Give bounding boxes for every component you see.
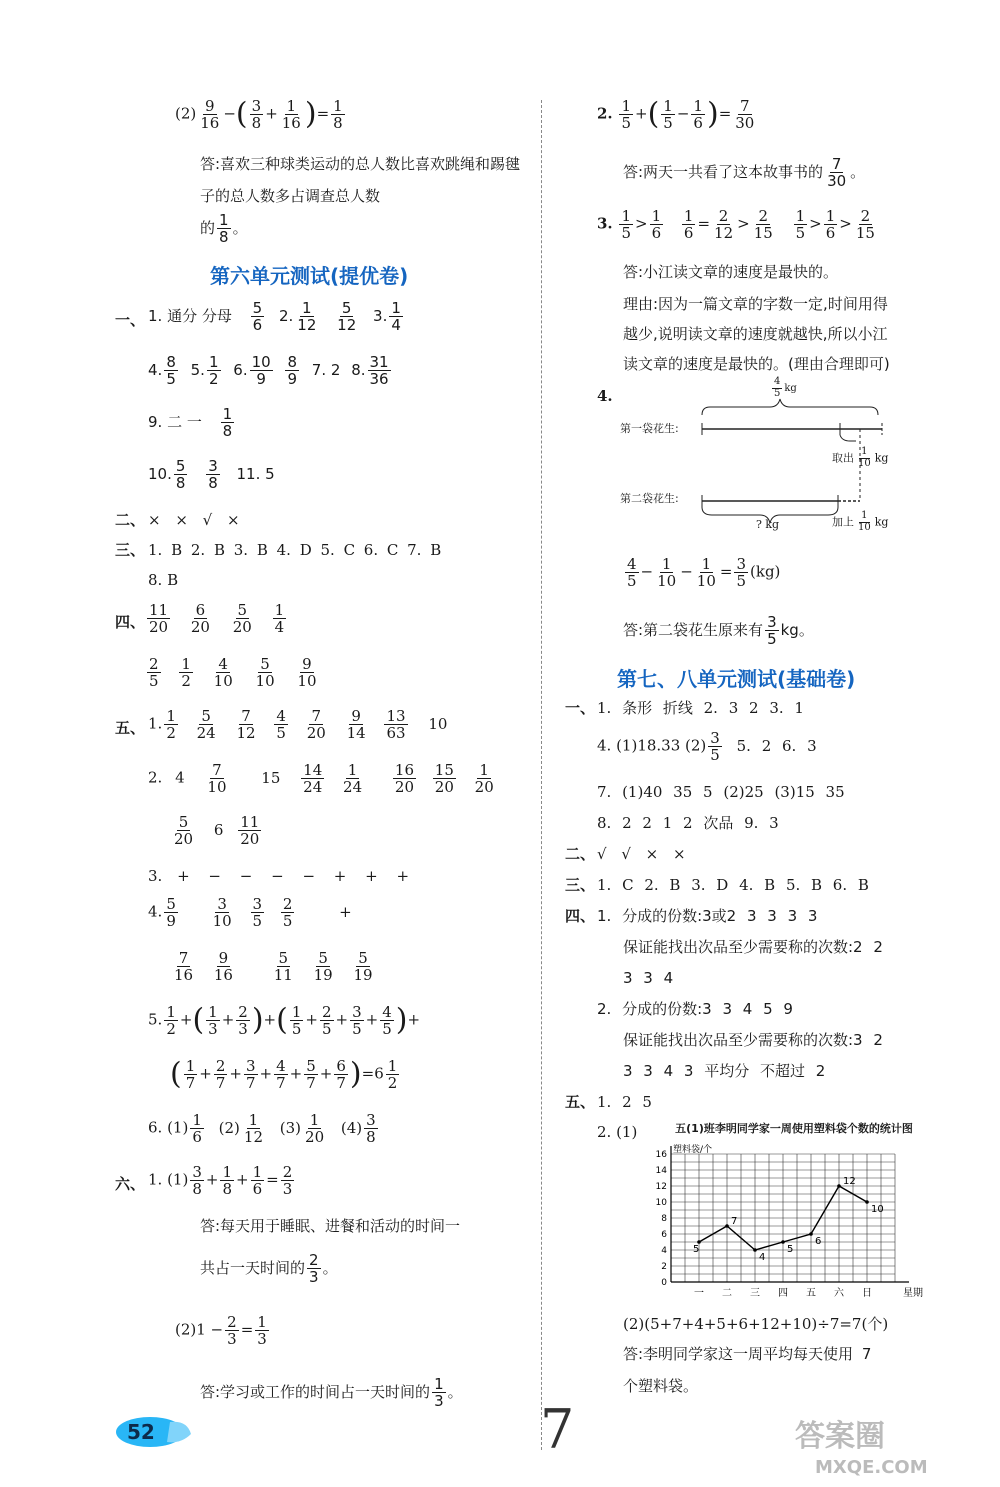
- chart-title: 五(1)班李明同学家一周使用塑料袋个数的统计图: [675, 1122, 913, 1135]
- r-q4-answer: 答:第二袋花生原来有: [623, 621, 764, 640]
- s5-q1-tail: 10: [428, 714, 448, 733]
- r-q3-reason3: 读文章的速度是最快的。(理由合理即可): [623, 355, 890, 373]
- s5-q4-row: 4. $\frac{5}{9}$ $\frac{3}{10}$ $\frac{3}{5}$ $\frac{2}{5}$ +: [148, 895, 352, 931]
- r-q2-answer: 答:两天一共看了这本故事书的: [623, 163, 824, 182]
- r-q4-answer-row: 答:第二袋花生原来有 $\frac{3}{5}$ kg。: [623, 613, 814, 649]
- diagram-add: 加上 $\frac{1}{10}$ kg: [832, 510, 889, 533]
- s1-q2: 2.: [278, 307, 294, 326]
- s5-q1: 1.: [148, 714, 163, 733]
- data-point: [781, 1240, 785, 1244]
- s6-ans1b-row: 共占一天时间的 $\frac{2}{3}$ 。: [200, 1251, 338, 1287]
- r-s5-ans1: 答:李明同学家这一周平均每天使用 7: [623, 1345, 872, 1363]
- s2-label: 二、: [115, 511, 146, 529]
- page-number: 52: [127, 1420, 155, 1444]
- unit78-title: 第七、八单元测试(基础卷): [617, 667, 856, 691]
- s5-q6: 6. (1): [148, 1118, 189, 1137]
- data-label: 7: [731, 1216, 738, 1227]
- s3-answers2: 8. B: [148, 571, 179, 589]
- r-s1-l4: 8. 2 2 1 2 次品 9. 3: [597, 814, 779, 832]
- s1-row1: 1. 通分 分母 $\frac{5}{6}$ 2. $\frac{1}{12}$ $\frac{5}{12}$ 3. $\frac{1}{4}$: [148, 299, 401, 335]
- diagram-take-out-unit: kg: [874, 451, 889, 465]
- x-tick-label: 四: [778, 1288, 788, 1299]
- diagram-top-unit: kg: [784, 382, 797, 394]
- r-s1-l2: 4. (1)18.33 (2) $\frac{3}{5}$ 5. 2 6. 3: [597, 729, 817, 765]
- diagram-take-out: 取出 $\frac{1}{10}$ kg: [832, 446, 889, 469]
- s6-q1b-row: (2)1 − $\frac{2}{3}$ = $\frac{1}{3}$: [175, 1313, 267, 1349]
- s5-q3-signs: + − − − − + + +: [177, 867, 410, 885]
- s5-q4-plus: +: [339, 902, 352, 921]
- s1-q8: 8.: [351, 361, 366, 380]
- s5-q4: 4.: [148, 902, 163, 921]
- r-s4-l2: 保证能找出次品至少需要称的次数:2 2: [623, 938, 883, 956]
- s5-q2: 2. 4: [148, 768, 185, 787]
- s6-ans1b: 共占一天时间的: [200, 1259, 306, 1278]
- data-point: [753, 1248, 757, 1252]
- unit6-title: 第六单元测试(提优卷): [210, 264, 409, 288]
- p2-label: (2): [175, 104, 197, 123]
- p2-answer-tail: 的 $\frac{1}{8}$ 。: [200, 211, 248, 247]
- watermark-top: 答案圈: [795, 1419, 885, 1454]
- r-q2-row: 2. $\frac{1}{5}$ +( $\frac{1}{5}$ − $\frac{1}{6}$ )= $\frac{7}{30}$: [597, 96, 755, 133]
- r-s3-answers: 1. C 2. B 3. D 4. B 5. B 6. B: [597, 876, 869, 894]
- x-tick-label: 日: [862, 1288, 872, 1299]
- peanut-diagram: [620, 376, 900, 545]
- s1-row4: 10. $\frac{5}{8}$ $\frac{3}{8}$ 11. 5: [148, 457, 275, 493]
- left-p2-equation: (2) $\frac{9}{16}$ −( $\frac{3}{8}$ + $\frac{1}{16}$ )= $\frac{1}{8}$: [175, 96, 343, 133]
- s1-q11: 11. 5: [236, 465, 275, 484]
- x-tick-label: 三: [750, 1288, 760, 1299]
- s6-label: 六、: [115, 1175, 146, 1193]
- s5-q5: 5.: [148, 1010, 163, 1029]
- r-q3-reason1: 理由:因为一篇文章的字数一定,时间用得: [623, 295, 888, 313]
- p2-answer-tail-text: 的: [200, 219, 216, 238]
- r-q3-reason2: 越少,说明读文章的速度就越快,所以小江: [623, 325, 888, 343]
- r-q3-row: 3. $\frac{1}{5}$ > $\frac{1}{6}$ $\frac{1}{6}$ = $\frac{2}{12}$ > $\frac{2}{15}$ $\frac{1}{5}$ > $\frac{1}{6}$ > $\frac{2}{15}$: [597, 207, 875, 243]
- r-s2-label: 二、: [565, 845, 596, 863]
- r-s5-l1: 1. 2 5: [597, 1093, 652, 1111]
- r-s1-l1: 1. 条形 折线 2. 3 2 3. 1: [597, 699, 804, 717]
- s5-q3-row: [148, 868, 409, 885]
- y-tick-label: 2: [661, 1262, 667, 1272]
- r-q2-answer-row: 答:两天一共看了这本故事书的 $\frac{7}{30}$ 。: [623, 155, 866, 191]
- diagram-take-out-text: 取出: [832, 451, 854, 465]
- data-point: [837, 1184, 841, 1188]
- r-s5-label: 五、: [565, 1093, 596, 1111]
- r-q2: 2.: [597, 104, 613, 123]
- r-q4: 4.: [597, 387, 613, 405]
- s5-q6-d: (4): [340, 1118, 363, 1137]
- s4-row1: $\frac{11}{20}$ $\frac{6}{20}$ $\frac{5}{20}$ $\frac{1}{4}$: [149, 601, 285, 637]
- y-tick-label: 16: [655, 1150, 667, 1160]
- r-s2-answers: √ √ × ×: [597, 845, 686, 863]
- y-tick-label: 12: [655, 1182, 667, 1192]
- y-tick-label: 6: [661, 1230, 667, 1240]
- s5-q2-mid: 15: [261, 768, 281, 787]
- diagram-add-unit: kg: [874, 515, 889, 529]
- fraction: $\frac{9}{16}$: [200, 97, 220, 133]
- r-s1-l3: 7. (1)40 35 5 (2)25 (3)15 35: [597, 783, 845, 801]
- x-tick-label: 六: [834, 1288, 844, 1299]
- r-s4-l4: 2. 分成的份数:3 3 4 5 9: [597, 1000, 793, 1018]
- s5-q6-row: 6. (1) $\frac{1}{6}$ (2) $\frac{1}{12}$ (3) $\frac{1}{20}$ (4) $\frac{3}{8}$: [148, 1111, 376, 1147]
- s1-row2: 4. $\frac{8}{5}$ 5. $\frac{1}{2}$ 6. $\frac{10}{9}$ $\frac{8}{9}$ 7. 2 8. $\frac{31}{36}$: [148, 353, 389, 389]
- r-s4-l1: 1. 分成的份数:3或2 3 3 3 3: [597, 907, 818, 925]
- s5-q6-b: (2): [218, 1118, 240, 1137]
- diagram-bag1: 第一袋花生:: [620, 422, 679, 435]
- r-s3-label: 三、: [565, 876, 596, 894]
- r-q3-answer: 答:小江读文章的速度是最快的。: [623, 263, 839, 281]
- s5-q1-row: 1. $\frac{1}{2}$ $\frac{5}{24}$ $\frac{7}{12}$ $\frac{4}{5}$ $\frac{7}{20}$ $\frac{9}{14}$ $\frac{13}{63}$ 10: [148, 707, 448, 743]
- p2-answer: 答:喜欢三种球类运动的总人数比喜欢跳绳和踢毽子的总人数多占调查总人数: [200, 155, 521, 205]
- chart-svg: [629, 1122, 923, 1312]
- s1-q7: 7. 2: [311, 361, 341, 380]
- s1-q1: 1. 通分 分母: [148, 307, 232, 326]
- y-axis-label: 塑料袋/个: [673, 1145, 713, 1155]
- r-q4-unit: (kg): [750, 562, 781, 581]
- s5-q2-row: 2. 4 $\frac{7}{10}$ 15 $\frac{14}{24}$ $\frac{1}{24}$ $\frac{16}{20}$ $\frac{15}{20}$ $\frac{1}{20}$: [148, 761, 494, 797]
- r-s4-label: 四、: [565, 907, 596, 925]
- s1-row3: 9. 二 一 $\frac{1}{8}$: [148, 405, 233, 441]
- r-s4-l6: 3 3 4 3 平均分 不超过 2: [623, 1062, 826, 1080]
- data-label: 6: [815, 1236, 822, 1247]
- s5-q5-row: 5. $\frac{1}{2}$ +( $\frac{1}{3}$ + $\frac{2}{3}$ )+( $\frac{1}{5}$ + $\frac{2}{5}$ + $\frac{3}{5}$ + $\frac{4}{5}$ )+: [148, 1002, 421, 1039]
- s1-label: 一、: [115, 311, 146, 329]
- r-s4-l3: 3 3 4: [623, 969, 674, 987]
- data-label: 5: [787, 1244, 794, 1255]
- data-point: [725, 1224, 729, 1228]
- data-label: 5: [693, 1244, 700, 1255]
- r-q4-answer-unit: kg。: [780, 621, 814, 640]
- s4-label: 四、: [115, 613, 146, 631]
- diagram-add-text: 加上: [832, 515, 854, 529]
- s5-q3: 3.: [148, 867, 163, 885]
- y-tick-label: 4: [661, 1246, 667, 1256]
- line-chart: [629, 1122, 923, 1312]
- s1-q3: 3.: [373, 307, 388, 326]
- s5-q5-row2: ( $\frac{1}{7}$ + $\frac{2}{7}$ + $\frac{3}{7}$ + $\frac{4}{7}$ + $\frac{5}{7}$ + $\frac{6}{7}$ )=6 $\frac{1}{2}$: [170, 1056, 398, 1093]
- s5-label: 五、: [115, 719, 146, 737]
- x-axis-label: 星期: [903, 1288, 923, 1299]
- s4-row2: $\frac{2}{5}$ $\frac{1}{2}$ $\frac{4}{10}$ $\frac{5}{10}$ $\frac{9}{10}$: [149, 655, 317, 691]
- r-q3: 3.: [597, 214, 613, 233]
- s3-answers: 1. B 2. B 3. B 4. D 5. C 6. C 7. B: [148, 541, 442, 559]
- x-tick-label: 五: [806, 1288, 816, 1299]
- y-tick-label: 0: [661, 1278, 667, 1288]
- x-tick-label: 一: [694, 1288, 704, 1299]
- s1-q5: 5.: [190, 361, 205, 380]
- s5-q2-six: 6: [213, 820, 224, 839]
- data-label: 4: [759, 1252, 766, 1263]
- s5-q5-result: 6: [374, 1064, 384, 1083]
- data-label: 12: [843, 1176, 856, 1187]
- stray-handwritten-mark: 7: [540, 1398, 575, 1461]
- s6-ans1: 答:每天用于睡眠、进餐和活动的时间一: [200, 1217, 461, 1235]
- s1-q10: 10.: [148, 465, 172, 484]
- s2-answers: × × √ ×: [148, 511, 240, 529]
- r-s5-ans2: 个塑料袋。: [623, 1377, 699, 1395]
- s6-ans2-row: 答:学习或工作的时间占一天时间的 $\frac{1}{3}$ 。: [200, 1375, 463, 1411]
- diagram-top-label: $\frac{4}{5}$ kg: [774, 376, 797, 399]
- r-s1-l2a: 4. (1)18.33 (2): [597, 736, 707, 755]
- data-label: 10: [871, 1204, 884, 1215]
- s3-label: 三、: [115, 541, 146, 559]
- data-point: [865, 1200, 869, 1204]
- r-s5-l2: 2. (1): [597, 1123, 638, 1141]
- diagram-bag2: 第二袋花生:: [620, 492, 679, 505]
- page-number-badge: [115, 1412, 195, 1452]
- s5-q2-row2: $\frac{5}{20}$ 6 $\frac{11}{20}$: [174, 813, 260, 849]
- diagram-unknown: ? kg: [756, 518, 780, 531]
- x-tick-label: 二: [722, 1288, 732, 1299]
- column-divider: [541, 100, 542, 1450]
- right-column: [545, 0, 1000, 1487]
- r-s5-calc: (2)(5+7+4+5+6+12+10)÷7=7(个): [623, 1315, 889, 1333]
- s6-q1: 1. (1): [148, 1170, 189, 1189]
- r-q4-equation: $\frac{4}{5}$ − $\frac{1}{10}$ − $\frac{1}{10}$ = $\frac{3}{5}$ (kg): [627, 555, 781, 591]
- s6-ans2: 答:学习或工作的时间占一天时间的: [200, 1383, 431, 1402]
- r-s4-l5: 保证能找出次品至少需要称的次数:3 2: [623, 1031, 883, 1049]
- s6-q1b: (2)1 −: [175, 1320, 224, 1339]
- s1-q6: 6.: [233, 361, 248, 380]
- y-tick-label: 10: [655, 1198, 667, 1208]
- s6-q1-row: 1. (1) $\frac{3}{8}$ + $\frac{1}{8}$ + $\frac{1}{6}$ = $\frac{2}{3}$: [148, 1163, 293, 1199]
- r-s1-l2b: 5. 2 6. 3: [736, 736, 817, 755]
- watermark-bottom: MXQE.COM: [815, 1457, 928, 1478]
- s1-q4: 4.: [148, 361, 163, 380]
- y-tick-label: 8: [661, 1214, 667, 1224]
- s5-q6-c: (3): [279, 1118, 302, 1137]
- s1-q9: 9. 二 一: [148, 413, 202, 432]
- r-s1-label: 一、: [565, 699, 596, 717]
- data-point: [809, 1232, 813, 1236]
- s5-q4-row2: $\frac{7}{16}$ $\frac{9}{16}$ $\frac{5}{11}$ $\frac{5}{19}$ $\frac{5}{19}$: [174, 949, 373, 985]
- y-tick-label: 14: [655, 1166, 667, 1176]
- p2-answer-end: 。: [232, 219, 248, 238]
